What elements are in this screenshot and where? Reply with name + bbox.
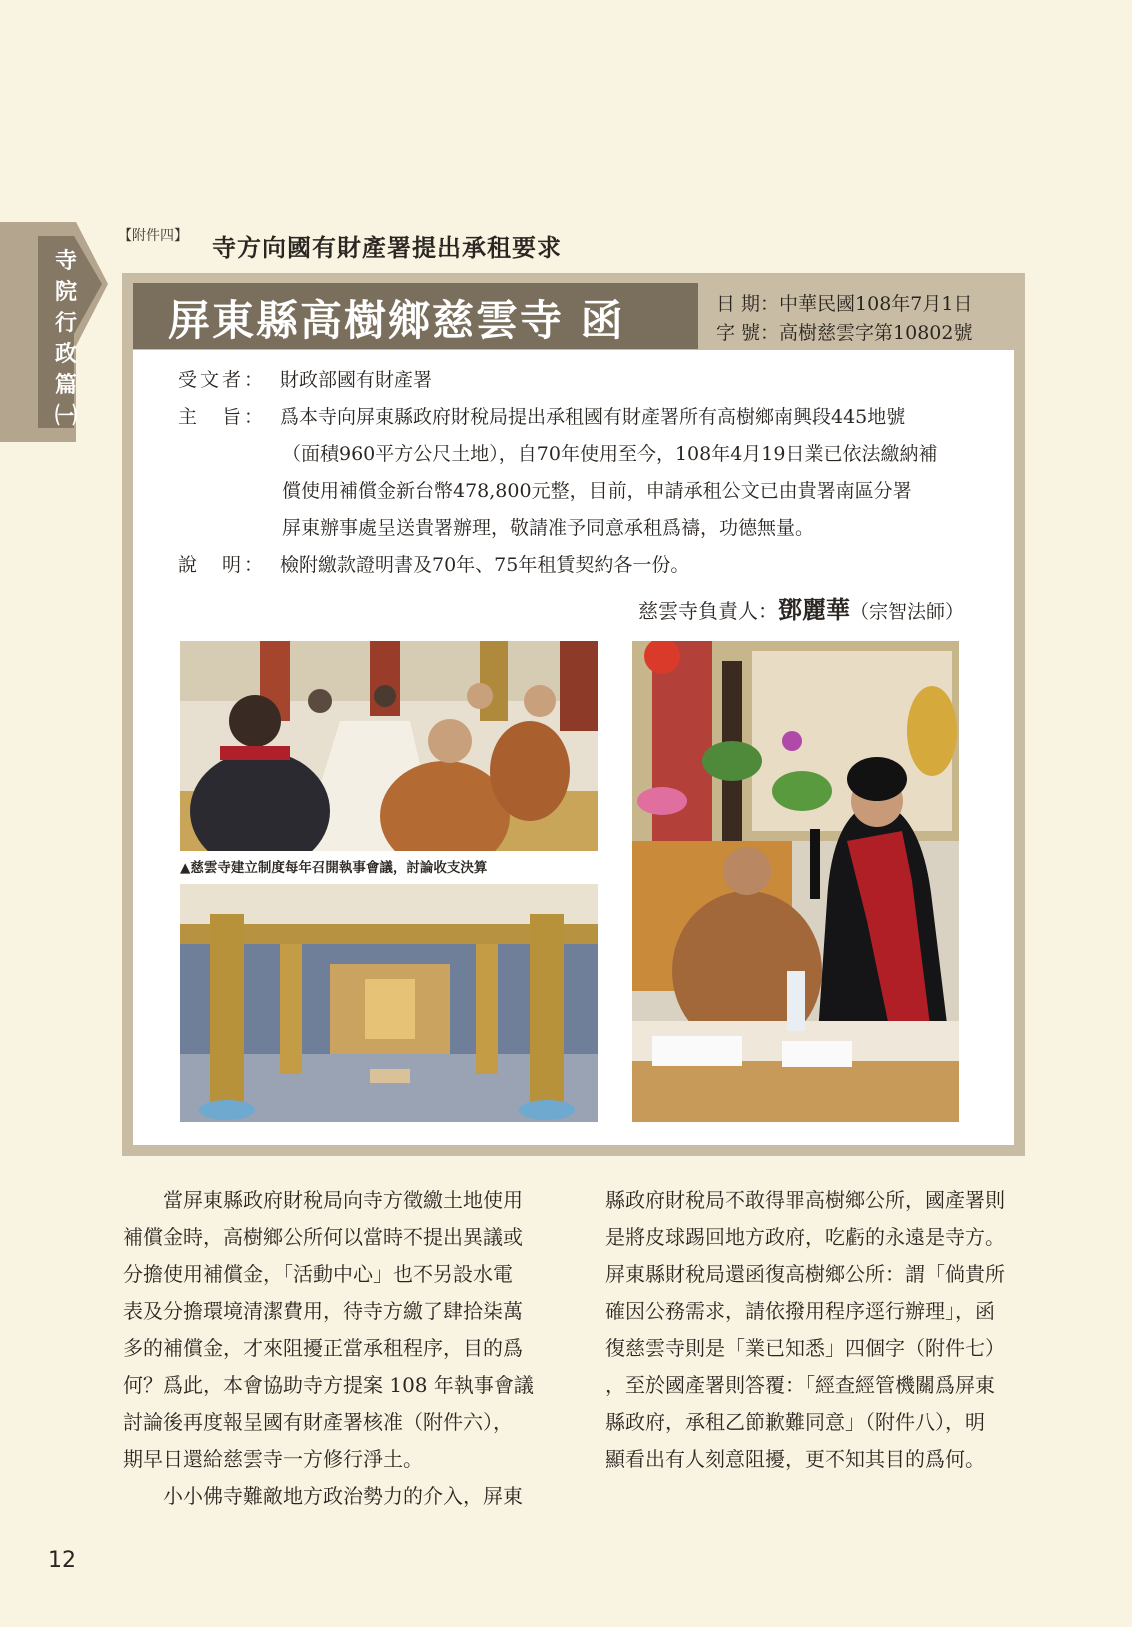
right-col-line-1: 縣政府財稅局不敢得罪高樹鄉公所，國產署則: [605, 1188, 1005, 1212]
left-col-line-7: 討論後再度報呈國有財產署核准（附件六），: [123, 1410, 513, 1434]
right-col-line-6: ，至於國產署則答覆：「經查經管機關爲屏東: [605, 1373, 995, 1397]
letter-doc-number: 字 號：高樹慈雲字第10802號: [716, 322, 973, 344]
left-col-line-4: 表及分擔環境清潔費用，待寺方繳了肆拾柒萬: [123, 1299, 523, 1323]
letter-date: 日 期：中華民國108年7月1日: [716, 293, 973, 315]
subject-row: [178, 402, 905, 429]
subject-key: 主 旨：: [178, 406, 267, 428]
attachment-label: 【附件四】: [118, 228, 188, 244]
subject-line-4: 屏東辦事處呈送貴署辦理，敬請准予同意承租爲禱，功德無量。: [282, 517, 815, 539]
meeting-photo: [180, 641, 598, 851]
left-col-line-3: 分擔使用補償金，「活動中心」也不另設水電: [123, 1262, 513, 1286]
subject-line-1: 爲本寺向屏東縣政府財稅局提出承租國有財產署所有高樹鄉南興段445地號: [280, 406, 906, 428]
left-col-line-2: 補償金時，高樹鄉公所何以當時不提出異議或: [123, 1225, 523, 1249]
subject-line-2: （面積960平方公尺土地），自70年使用至今，108年4月19日業已依法繳納補: [282, 443, 938, 465]
recipient-row: [178, 365, 432, 392]
left-col-line-6: 何？爲此，本會協助寺方提案 108 年執事會議: [123, 1373, 534, 1397]
signature: [638, 590, 964, 625]
letter-meta: [716, 290, 972, 348]
left-col-line-5: 多的補償金，才來阻擾正當承租程序，目的爲: [123, 1336, 523, 1360]
left-col-line-8: 期早日還給慈雲寺一方修行淨土。: [123, 1447, 423, 1471]
right-col-line-7: 縣政府，承租乙節歉難同意」（附件八），明: [605, 1410, 985, 1434]
recipient-value: 財政部國有財產署: [280, 369, 433, 391]
explain-value: 檢附繳款證明書及70年、75年租賃契約各一份。: [280, 554, 690, 576]
right-col-line-8: 顯看出有人刻意阻擾，更不知其目的爲何。: [605, 1447, 985, 1471]
subject-line-3: 償使用補償金新台幣478,800元整，目前，申請承租公文已由貴署南區分署: [282, 480, 912, 502]
photo-caption: ▲慈雲寺建立制度每年召開執事會議，討論收支決算: [180, 860, 488, 876]
right-col-line-4: 確因公務需求，請依撥用程序逕行辦理」，函: [605, 1299, 995, 1323]
right-col-line-5: 復慈雲寺則是「業已知悉」四個字（附件七）: [605, 1336, 1005, 1360]
right-col-line-2: 是將皮球踢回地方政府，吃虧的永遠是寺方。: [605, 1225, 1005, 1249]
page-number: 12: [48, 1548, 76, 1573]
left-col-line-1: 當屏東縣政府財稅局向寺方徵繳土地使用: [123, 1188, 523, 1212]
right-col-line-3: 屏東縣財稅局還函復高樹鄉公所：謂「倘貴所: [605, 1262, 1005, 1286]
signature-name: 鄧麗華: [778, 595, 850, 624]
speaker-photo: [632, 641, 959, 1122]
signature-title: （宗智法師）: [850, 601, 965, 623]
recipient-key: 受文者：: [178, 369, 267, 391]
left-col-line-9: 小小佛寺難敵地方政治勢力的介入，屏東: [123, 1484, 523, 1508]
letter-title: 屏東縣高樹鄉慈雲寺 函: [168, 296, 625, 345]
signature-label: 慈雲寺負責人：: [638, 599, 778, 623]
explain-key: 說 明：: [178, 554, 267, 576]
attachment-title: 寺方向國有財產署提出承租要求: [212, 234, 562, 262]
explain-row: [178, 550, 689, 577]
temple-hall-photo: [180, 884, 598, 1122]
chapter-label: 寺 院 行 政 篇 ㈠: [54, 249, 77, 429]
